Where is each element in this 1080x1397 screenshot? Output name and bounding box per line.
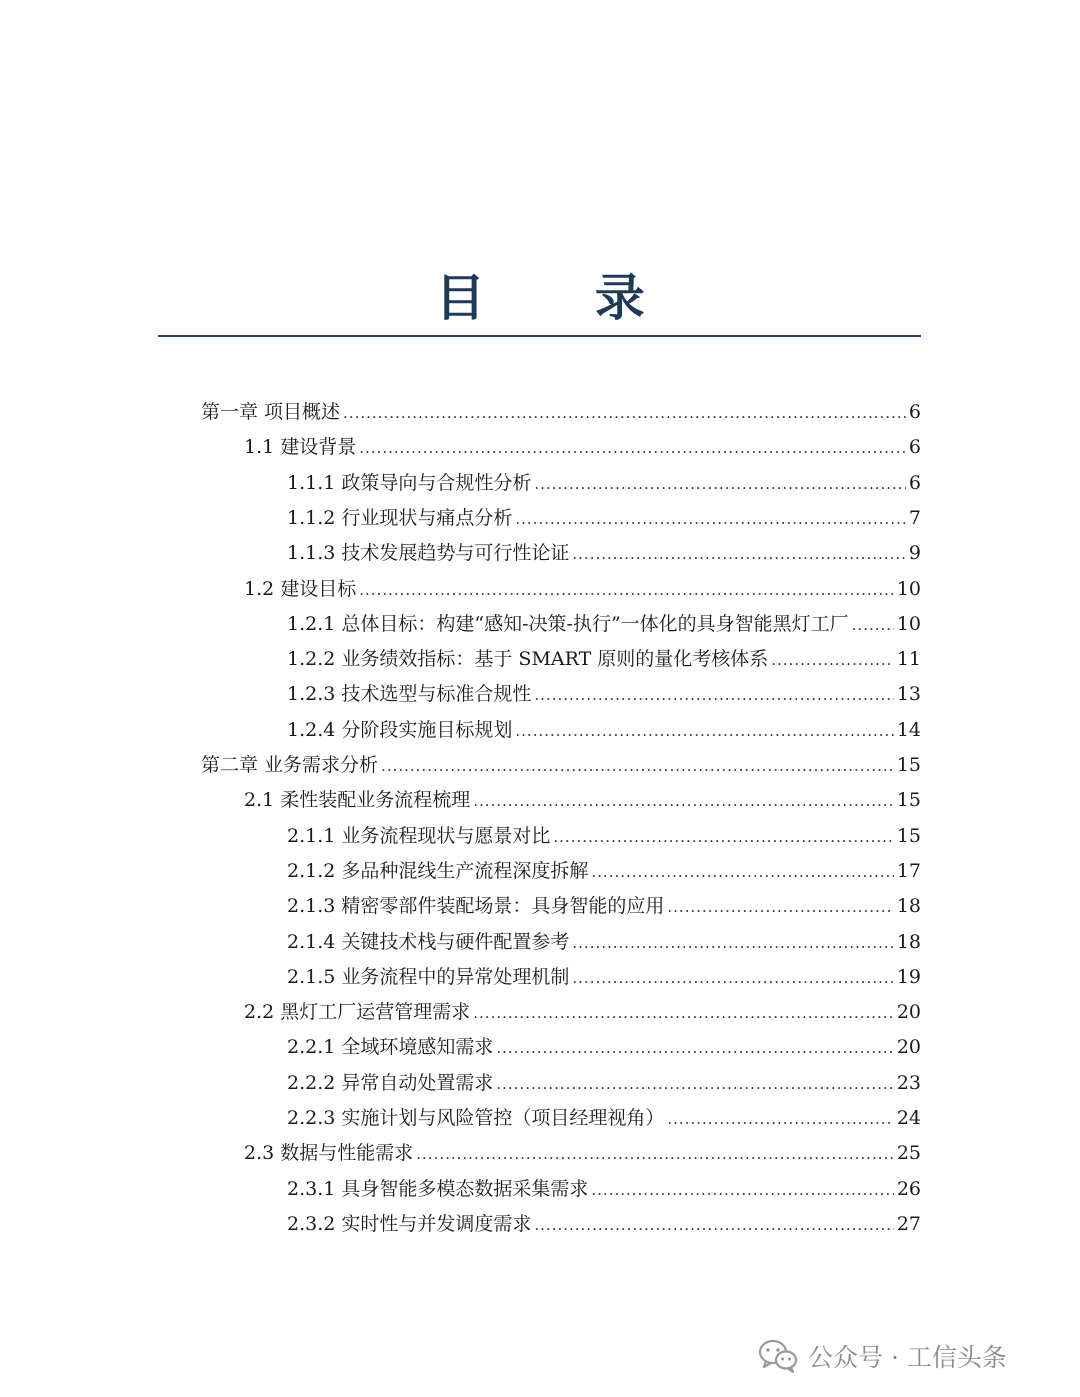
toc-entry-page: 19 <box>896 965 921 988</box>
toc-entry-label: 2.2 黑灯工厂运营管理需求 <box>244 1001 471 1024</box>
toc-entry-label: 1.2.2 业务绩效指标：基于 SMART 原则的量化考核体系 <box>287 648 769 671</box>
toc-entry-label: 1.2.3 技术选型与标准合规性 <box>287 683 532 706</box>
toc-entry[interactable] <box>287 536 921 571</box>
toc-entry-label: 1.2 建设目标 <box>244 577 357 600</box>
toc-entry-label: 第二章 业务需求分析 <box>201 754 379 776</box>
toc-leader-dots <box>496 1067 893 1102</box>
toc-entry-label: 1.1.2 行业现状与痛点分析 <box>287 506 513 529</box>
toc-entry-page: 10 <box>896 577 921 600</box>
toc-entry-label: 2.1.5 业务流程中的异常处理机制 <box>287 965 570 988</box>
toc-leader-dots <box>572 926 893 961</box>
toc-entry[interactable] <box>287 713 921 748</box>
toc-leader-dots <box>553 820 893 855</box>
toc-entry[interactable] <box>287 501 921 536</box>
toc-leader-dots <box>534 467 906 502</box>
toc-entry[interactable] <box>287 1207 921 1242</box>
toc-leader-dots <box>515 714 893 749</box>
wechat-icon <box>758 1339 798 1373</box>
toc-entry-page: 20 <box>896 1001 921 1024</box>
toc-entry-label: 2.1 柔性装配业务流程梳理 <box>244 789 471 812</box>
toc-entry-label: 2.1.3 精密零部件装配场景：具身智能的应用 <box>287 895 665 918</box>
toc-entry-page: 27 <box>896 1212 921 1235</box>
toc-leader-dots <box>852 608 894 643</box>
toc-leader-dots <box>496 1031 893 1066</box>
toc-leader-dots <box>534 1208 893 1243</box>
toc-entry[interactable] <box>244 783 921 818</box>
toc-entry-page: 18 <box>896 895 921 918</box>
toc-entry[interactable] <box>287 960 921 995</box>
toc-leader-dots <box>572 961 893 996</box>
watermark <box>758 1334 1007 1378</box>
toc-entry-page: 24 <box>896 1107 921 1129</box>
toc-entry[interactable] <box>287 1030 921 1065</box>
toc-leader-dots <box>515 502 906 537</box>
toc-entry-label: 2.1.4 关键技术栈与硬件配置参考 <box>287 930 570 953</box>
toc-leader-dots <box>381 749 894 784</box>
toc-leader-dots <box>359 573 894 608</box>
toc-entry[interactable] <box>244 430 921 465</box>
title-divider <box>158 335 921 337</box>
toc-entry-page: 13 <box>896 683 921 706</box>
toc-entry-page: 25 <box>896 1142 921 1165</box>
toc-entry[interactable] <box>201 748 921 783</box>
toc-entry-label: 1.2.1 总体目标：构建“感知-决策-执行”一体化的具身智能黑灯工厂 <box>287 612 849 635</box>
toc-entry[interactable] <box>244 995 921 1030</box>
watermark-text: 公众号 · 工信头条 <box>808 1343 1007 1372</box>
toc-leader-dots <box>343 396 906 431</box>
toc-entry[interactable] <box>287 466 921 501</box>
toc-entry-page: 10 <box>896 612 921 635</box>
toc-entry-label: 2.3 数据与性能需求 <box>244 1142 414 1165</box>
toc-leader-dots <box>572 537 906 572</box>
toc-entry[interactable] <box>287 854 921 889</box>
toc-entry-label: 2.2.3 实施计划与风险管控（项目经理视角） <box>287 1107 665 1129</box>
toc-entry[interactable] <box>287 925 921 960</box>
toc-entry-page: 6 <box>908 471 921 494</box>
toc-entry[interactable] <box>287 1101 921 1136</box>
toc-entry-label: 第一章 项目概述 <box>201 401 341 423</box>
toc-entry[interactable] <box>287 1172 921 1207</box>
toc-entry-label: 2.1.2 多品种混线生产流程深度拆解 <box>287 859 589 882</box>
toc-entry-page: 15 <box>896 789 921 812</box>
toc-entry-page: 7 <box>908 506 921 529</box>
toc-entry[interactable] <box>287 642 921 677</box>
toc-entry-page: 11 <box>896 648 921 671</box>
toc-entry-page: 6 <box>908 401 921 423</box>
toc-entry[interactable] <box>287 677 921 712</box>
toc-leader-dots <box>473 784 894 819</box>
toc-leader-dots <box>591 1173 893 1208</box>
toc-entry[interactable] <box>287 607 921 642</box>
toc-leader-dots <box>534 678 893 713</box>
toc-entry[interactable] <box>287 1066 921 1101</box>
toc-entry-page: 26 <box>896 1177 921 1200</box>
toc-entry-label: 1.1 建设背景 <box>244 436 357 459</box>
toc-entry-page: 15 <box>896 754 921 776</box>
toc-entry-page: 23 <box>896 1071 921 1094</box>
toc-leader-dots <box>771 643 894 678</box>
toc-entry[interactable] <box>287 819 921 854</box>
toc-entry-label: 1.1.1 政策导向与合规性分析 <box>287 471 532 494</box>
toc-leader-dots <box>359 431 906 466</box>
toc-leader-dots <box>473 996 894 1031</box>
toc-entry-label: 2.2.1 全域环境感知需求 <box>287 1036 494 1059</box>
toc-entry-label: 2.3.1 具身智能多模态数据采集需求 <box>287 1177 589 1200</box>
toc-entry-label: 2.3.2 实时性与并发调度需求 <box>287 1212 532 1235</box>
toc-entry-page: 20 <box>896 1036 921 1059</box>
toc-entry-label: 2.2.2 异常自动处置需求 <box>287 1071 494 1094</box>
toc-entry[interactable] <box>287 889 921 924</box>
page-title: 目 录 <box>435 269 691 327</box>
toc-entry-label: 1.2.4 分阶段实施目标规划 <box>287 718 513 741</box>
toc-entry-page: 18 <box>896 930 921 953</box>
toc-entry-page: 9 <box>908 542 921 565</box>
toc-entry-label: 2.1.1 业务流程现状与愿景对比 <box>287 824 551 847</box>
toc-entry-page: 15 <box>896 824 921 847</box>
toc-leader-dots <box>416 1137 894 1172</box>
toc-entry[interactable] <box>244 572 921 607</box>
toc-leader-dots <box>667 1102 893 1137</box>
toc-entry-label: 1.1.3 技术发展趋势与可行性论证 <box>287 542 570 565</box>
toc-entry[interactable] <box>244 1136 921 1171</box>
toc-leader-dots <box>667 890 893 925</box>
toc-entry-page: 17 <box>896 859 921 882</box>
toc-entry-page: 6 <box>908 436 921 459</box>
toc-entry[interactable] <box>201 395 921 430</box>
toc-entry-page: 14 <box>896 718 921 741</box>
toc-leader-dots <box>591 855 893 890</box>
